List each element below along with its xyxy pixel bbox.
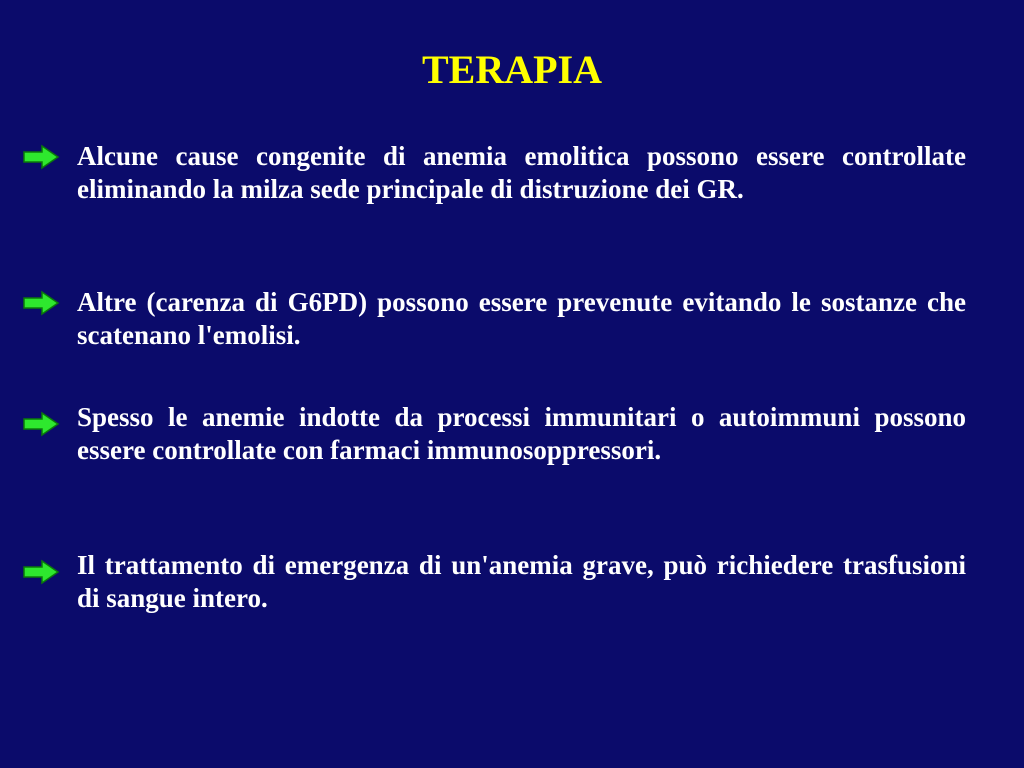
arrow-right-icon bbox=[22, 144, 60, 170]
slide-title: TERAPIA bbox=[421, 47, 603, 92]
bullet-item bbox=[22, 549, 966, 615]
arrow-right-icon bbox=[22, 411, 60, 437]
arrow-right-icon bbox=[22, 559, 60, 585]
bullet-text: Spesso le anemie indotte da processi immunitari o autoimmuni possono essere controllate con farmaci immunosoppressori. bbox=[77, 402, 966, 465]
bullet-text: Il trattamento di emergenza di un'anemia grave, può richiedere trasfusioni di sangue intero. bbox=[77, 550, 966, 613]
bullet-item bbox=[22, 286, 966, 352]
bullet-item bbox=[22, 140, 966, 206]
bullet-text: Altre (carenza di G6PD) possono essere prevenute evitando le sostanze che scatenano l'emolisi. bbox=[77, 287, 966, 350]
bullet-item bbox=[22, 401, 966, 467]
bullet-text: Alcune cause congenite di anemia emolitica possono essere controllate eliminando la milza sede principale di distruzione dei GR. bbox=[77, 141, 966, 204]
arrow-right-icon bbox=[22, 290, 60, 316]
